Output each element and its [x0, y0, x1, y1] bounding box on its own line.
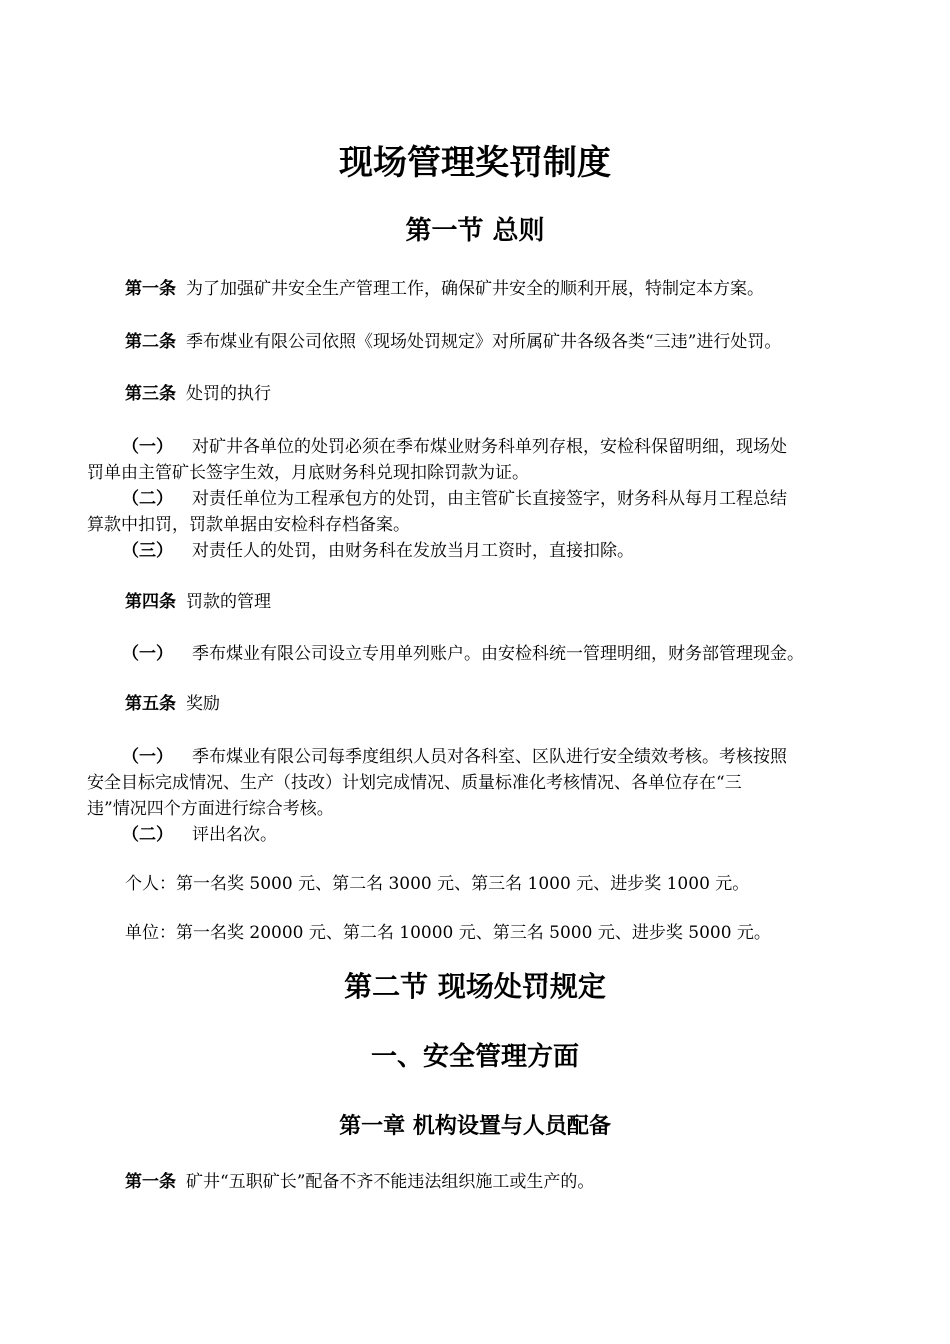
- article-5-item-1-line-1: [122, 744, 787, 770]
- item-marker: （三）: [122, 541, 173, 561]
- item-text: 季布煤业有限公司每季度组织人员对各科室、区队进行安全绩效考核。考核按照: [192, 747, 787, 767]
- article-4-item-1: [122, 641, 804, 667]
- article-3: [125, 381, 271, 407]
- article-3-item-3: [122, 538, 634, 564]
- reward-unit: 单位：第一名奖 20000 元、第二名 10000 元、第三名 5000 元、进步奖 5000 元。: [125, 923, 771, 943]
- article-text: 矿井“五职矿长”配备不齐不能违法组织施工或生产的。: [186, 1172, 595, 1192]
- article-text: 季布煤业有限公司依照《现场处罚规定》对所属矿井各级各类“三违”进行处罚。: [186, 332, 782, 352]
- item-text: 评出名次。: [192, 825, 277, 845]
- item-text: 对矿井各单位的处罚必须在季布煤业财务科单列存根，安检科保留明细，现场处: [192, 437, 787, 457]
- reward-individual: 个人：第一名奖 5000 元、第二名 3000 元、第三名 1000 元、进步奖 1000 元。: [125, 874, 750, 894]
- article-label: 第三条: [125, 384, 176, 404]
- article-text: 罚款的管理: [186, 592, 271, 612]
- item-marker: （一）: [122, 747, 173, 767]
- item-marker: （一）: [122, 644, 173, 664]
- article-label: 第四条: [125, 592, 176, 612]
- article-text: 奖励: [186, 694, 220, 714]
- article-label: 第二条: [125, 332, 176, 352]
- part-heading: 一、安全管理方面: [370, 1042, 579, 1072]
- document-title: 现场管理奖罚制度: [339, 143, 611, 183]
- item-text: 对责任单位为工程承包方的处罚，由主管矿长直接签字，财务科从每月工程总结: [192, 489, 787, 509]
- article-3-item-2-line-1: [122, 486, 787, 512]
- chapter-heading: 第一章 机构设置与人员配备: [339, 1114, 611, 1139]
- article-5: [125, 691, 220, 717]
- article-text: 处罚的执行: [186, 384, 271, 404]
- article-label: 第一条: [125, 1172, 176, 1192]
- article-3-item-1-line-2: 罚单由主管矿长签字生效，月底财务科兑现扣除罚款为证。: [87, 463, 529, 483]
- article-5-item-1-line-3: 违”情况四个方面进行综合考核。: [87, 799, 334, 819]
- article-text: 为了加强矿井安全生产管理工作，确保矿井安全的顺利开展，特制定本方案。: [186, 279, 764, 299]
- article-5-item-1-line-2: 安全目标完成情况、生产（技改）计划完成情况、质量标准化考核情况、各单位存在“三: [87, 773, 742, 793]
- article-3-item-1-line-1: [122, 434, 787, 460]
- article-1: [125, 276, 764, 302]
- article-3-item-2-line-2: 算款中扣罚，罚款单据由安检科存档备案。: [87, 515, 410, 535]
- item-marker: （二）: [122, 489, 173, 509]
- section-1-heading: 第一节 总则: [405, 216, 545, 246]
- article-label: 第五条: [125, 694, 176, 714]
- item-text: 季布煤业有限公司设立专用单列账户。由安检科统一管理明细，财务部管理现金。: [192, 644, 804, 664]
- article-4: [125, 589, 271, 615]
- item-text: 对责任人的处罚，由财务科在发放当月工资时，直接扣除。: [192, 541, 634, 561]
- chapter-1-article-1: [125, 1169, 594, 1195]
- article-label: 第一条: [125, 279, 176, 299]
- item-marker: （二）: [122, 825, 173, 845]
- section-2-heading: 第二节 现场处罚规定: [344, 970, 606, 1003]
- article-5-item-2: [122, 822, 277, 848]
- article-2: [125, 329, 781, 355]
- item-marker: （一）: [122, 437, 173, 457]
